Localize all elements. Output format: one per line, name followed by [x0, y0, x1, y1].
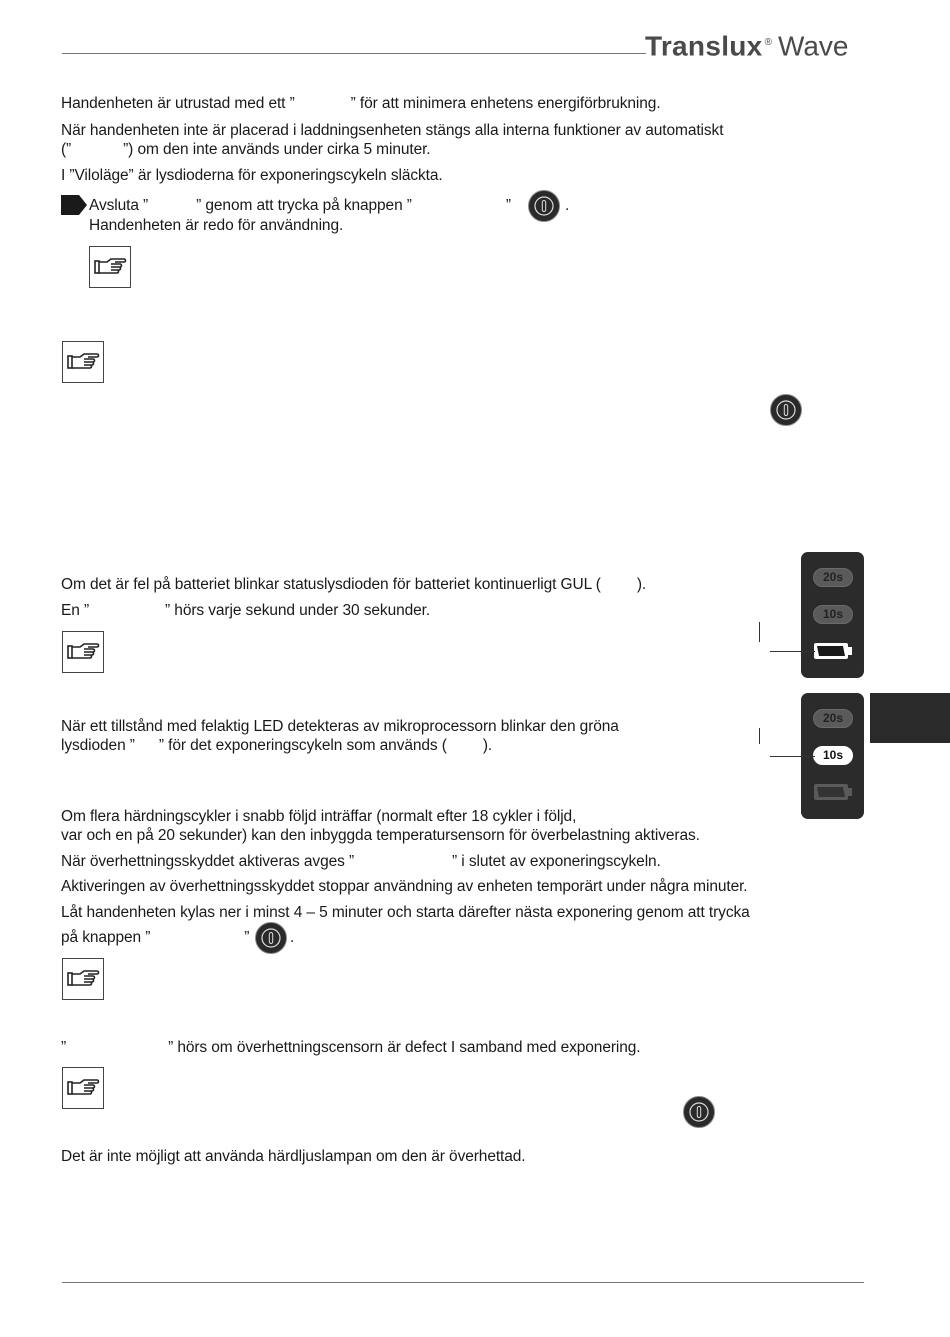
- sensor-defect: ” ” hörs om överhettningscensorn är defect I samband med exponering.: [61, 1039, 641, 1056]
- brand-name: Translux: [645, 30, 763, 62]
- battery-icon: [813, 783, 853, 801]
- arrow-marker-icon: [61, 195, 87, 215]
- leader-tick: [759, 622, 760, 642]
- battery-icon: [813, 642, 853, 660]
- power-button-icon: [528, 190, 560, 222]
- overheat-line2: var och en på 20 sekunder) kan den inbyggda temperatursensorn för överbelastning aktiveras.: [61, 827, 700, 844]
- overheat-lockout: Det är inte möjligt att använda härdljuslampan om den är överhettad.: [61, 1148, 526, 1165]
- pointing-hand-icon: [62, 1067, 104, 1109]
- brand-model: Wave: [777, 30, 849, 62]
- power-button-icon: [770, 394, 802, 426]
- led-20s: 20s: [813, 709, 853, 728]
- battery-error-signal: En ” ” hörs varje sekund under 30 sekunder.: [61, 602, 431, 619]
- led-10s: 10s: [813, 605, 853, 624]
- exit-sleep-step: Avsluta ” ” genom att trycka på knappen ” ”: [89, 197, 511, 214]
- leader-line: [770, 651, 815, 652]
- step-period: .: [565, 197, 570, 214]
- power-button-icon: [255, 922, 287, 954]
- power-button-icon: [683, 1096, 715, 1128]
- sleep-mode-leds: I ”Viloläge” är lysdioderna för exponeringscykeln släckta.: [61, 167, 443, 184]
- battery-error-text: Om det är fel på batteriet blinkar statuslysdioden för batteriet kontinuerligt GUL ( ).: [61, 576, 647, 593]
- registered-mark: ®: [764, 37, 772, 48]
- overheat-stop: Aktiveringen av överhettningsskyddet stoppar användning av enheten temporärt under några minuter.: [61, 878, 748, 895]
- led-10s-active: 10s: [813, 746, 853, 765]
- pointing-hand-icon: [62, 631, 104, 673]
- brand-logo: [645, 26, 848, 63]
- restart-period: .: [290, 929, 295, 946]
- auto-off-line1: När handenheten inte är placerad i laddningsenheten stängs alla interna funktioner av automatiskt: [61, 122, 724, 139]
- overheat-restart: på knappen ” ”: [61, 929, 250, 946]
- leader-line: [770, 756, 815, 757]
- sleep-mode-intro: Handenheten är utrustad med ett ” ” för att minimera enhetens energiförbrukning.: [61, 95, 661, 112]
- header-rule: [62, 53, 646, 54]
- device-ready: Handenheten är redo för användning.: [89, 217, 344, 234]
- pointing-hand-icon: [89, 246, 131, 288]
- led-fault-line1: När ett tillstånd med felaktig LED detekteras av mikroprocessorn blinkar den gröna: [61, 718, 619, 735]
- footer-rule: [62, 1282, 864, 1283]
- led-20s: 20s: [813, 568, 853, 587]
- led-panel-battery-error: [801, 552, 864, 678]
- overheat-line1: Om flera härdningscykler i snabb följd inträffar (normalt efter 18 cykler i följd,: [61, 808, 577, 825]
- chapter-tab: [870, 693, 950, 743]
- auto-off-line2: (” ”) om den inte används under cirka 5 minuter.: [61, 141, 431, 158]
- pointing-hand-icon: [62, 958, 104, 1000]
- overheat-signal: När överhettningsskyddet aktiveras avges ” ” i slutet av exponeringscykeln.: [61, 853, 661, 870]
- leader-tick: [759, 728, 760, 744]
- overheat-cooldown: Låt handenheten kylas ner i minst 4 – 5 minuter och starta därefter nästa exponering genom att trycka: [61, 904, 750, 921]
- led-fault-line2: lysdioden ” ” för det exponeringscykeln som används ( ).: [61, 737, 493, 754]
- pointing-hand-icon: [62, 341, 104, 383]
